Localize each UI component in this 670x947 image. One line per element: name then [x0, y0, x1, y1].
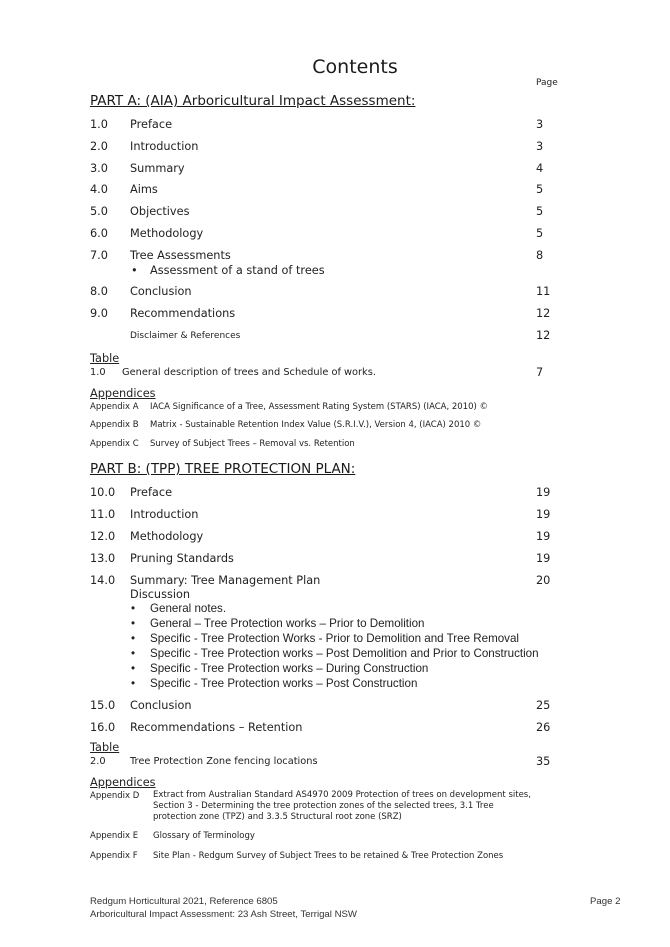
toc-number: 5.0	[90, 205, 108, 218]
toc-label: Conclusion	[130, 699, 192, 712]
toc-page: 5	[536, 183, 544, 196]
page-column-header: Page	[536, 78, 558, 88]
appendices-heading: Appendices	[90, 387, 156, 400]
toc-page: 12	[536, 329, 551, 342]
toc-number: 16.0	[90, 721, 116, 734]
list-item: • Specific - Tree Protection works – Post Construction	[130, 676, 539, 691]
table-number: 2.0	[90, 756, 106, 767]
toc-page: 19	[536, 486, 551, 499]
list-item: • General – Tree Protection works – Prior to Demolition	[130, 616, 539, 631]
list-item: • Specific - Tree Protection Works - Prior to Demolition and Tree Removal	[130, 631, 539, 646]
toc-page: 5	[536, 205, 544, 218]
toc-page: 4	[536, 162, 544, 175]
toc-number: 12.0	[90, 530, 116, 543]
toc-page: 8	[536, 249, 544, 262]
toc-number: 3.0	[90, 162, 108, 175]
toc-label: Tree Assessments	[130, 249, 231, 262]
footer-document: Arboricultural Impact Assessment: 23 Ash Street, Terrigal NSW	[90, 909, 357, 920]
toc-page: 20	[536, 574, 551, 587]
toc-page: 5	[536, 227, 544, 240]
footer-page-number: Page 2	[590, 896, 621, 907]
toc-number: 10.0	[90, 486, 116, 499]
list-item: • Specific - Tree Protection works – Post Demolition and Prior to Construction	[130, 646, 539, 661]
toc-label: Conclusion	[130, 285, 192, 298]
list-item: • General notes.	[130, 601, 539, 616]
toc-label: Recommendations – Retention	[130, 721, 303, 734]
appendix-id: Appendix E	[90, 831, 139, 841]
page-title: Contents	[312, 56, 398, 78]
toc-page: 19	[536, 508, 551, 521]
toc-page: 19	[536, 530, 551, 543]
toc-label: Preface	[130, 118, 173, 131]
toc-number: 15.0	[90, 699, 116, 712]
list-item: • Assessment of a stand of trees	[130, 263, 325, 278]
toc-page: 3	[536, 118, 544, 131]
toc-page: 7	[536, 366, 544, 379]
toc-label: Methodology	[130, 227, 204, 240]
toc-label: Aims	[130, 183, 158, 196]
appendix-id: Appendix A	[90, 402, 139, 412]
toc-number: 9.0	[90, 307, 108, 320]
toc-label: Methodology	[130, 530, 204, 543]
table-heading: Table	[90, 352, 120, 365]
toc-number: 13.0	[90, 552, 116, 565]
toc-number: 8.0	[90, 285, 108, 298]
table-number: 1.0	[90, 367, 106, 378]
table-label: Tree Protection Zone fencing locations	[130, 756, 318, 767]
toc-label: Preface	[130, 486, 173, 499]
appendix-id: Appendix D	[90, 791, 140, 801]
appendices-heading: Appendices	[90, 776, 156, 789]
discussion-label: Discussion	[130, 588, 191, 601]
appendix-text: Matrix - Sustainable Retention Index Value (S.R.I.V.), Version 4, (IACA) 2010 ©	[150, 420, 482, 430]
appendix-text: Glossary of Terminology	[153, 831, 255, 841]
list-item: • Specific - Tree Protection works – During Construction	[130, 661, 539, 676]
toc-number: 2.0	[90, 140, 108, 153]
toc-number: 11.0	[90, 508, 116, 521]
toc-label: Introduction	[130, 140, 199, 153]
toc-number: 4.0	[90, 183, 108, 196]
toc-number: 14.0	[90, 574, 116, 587]
toc-page: 11	[536, 285, 551, 298]
appendix-id: Appendix F	[90, 851, 138, 861]
discussion-bullets	[130, 601, 539, 691]
toc-label: Recommendations	[130, 307, 236, 320]
toc-label: Summary: Tree Management Plan	[130, 574, 321, 587]
toc-number: 7.0	[90, 249, 108, 262]
table-label: General description of trees and Schedule of works.	[122, 367, 376, 378]
toc-label: Pruning Standards	[130, 552, 234, 565]
tree-assessment-bullets	[130, 263, 325, 278]
toc-page: 26	[536, 721, 551, 734]
toc-page: 3	[536, 140, 544, 153]
appendix-text: Site Plan - Redgum Survey of Subject Trees to be retained & Tree Protection Zones	[153, 851, 504, 861]
appendix-id: Appendix B	[90, 420, 139, 430]
toc-label: Summary	[130, 162, 185, 175]
part-b-heading: PART B: (TPP) TREE PROTECTION PLAN:	[90, 461, 356, 477]
toc-label: Introduction	[130, 508, 199, 521]
appendix-text: IACA Significance of a Tree, Assessment Rating System (STARS) (IACA, 2010) ©	[150, 402, 489, 412]
toc-page: 25	[536, 699, 551, 712]
toc-number: 1.0	[90, 118, 108, 131]
part-a-heading: PART A: (AIA) Arboricultural Impact Assessment:	[90, 93, 416, 109]
toc-page: 12	[536, 307, 551, 320]
appendix-text: Extract from Australian Standard AS4970 2009 Protection of trees on development sites, Section 3 - Determining the tree protection zones of the selected trees, 3.1 Tree protection zone (TPZ) and 3.3.5 Structural root zone (SRZ)	[153, 790, 531, 822]
toc-label: Objectives	[130, 205, 190, 218]
footer-reference: Redgum Horticultural 2021, Reference 6805	[90, 896, 278, 907]
toc-page: 35	[536, 755, 551, 768]
table-heading: Table	[90, 741, 120, 754]
appendix-text: Survey of Subject Trees – Removal vs. Retention	[150, 439, 355, 449]
disclaimer-label: Disclaimer & References	[130, 331, 241, 341]
toc-number: 6.0	[90, 227, 108, 240]
toc-page: 19	[536, 552, 551, 565]
appendix-id: Appendix C	[90, 439, 139, 449]
